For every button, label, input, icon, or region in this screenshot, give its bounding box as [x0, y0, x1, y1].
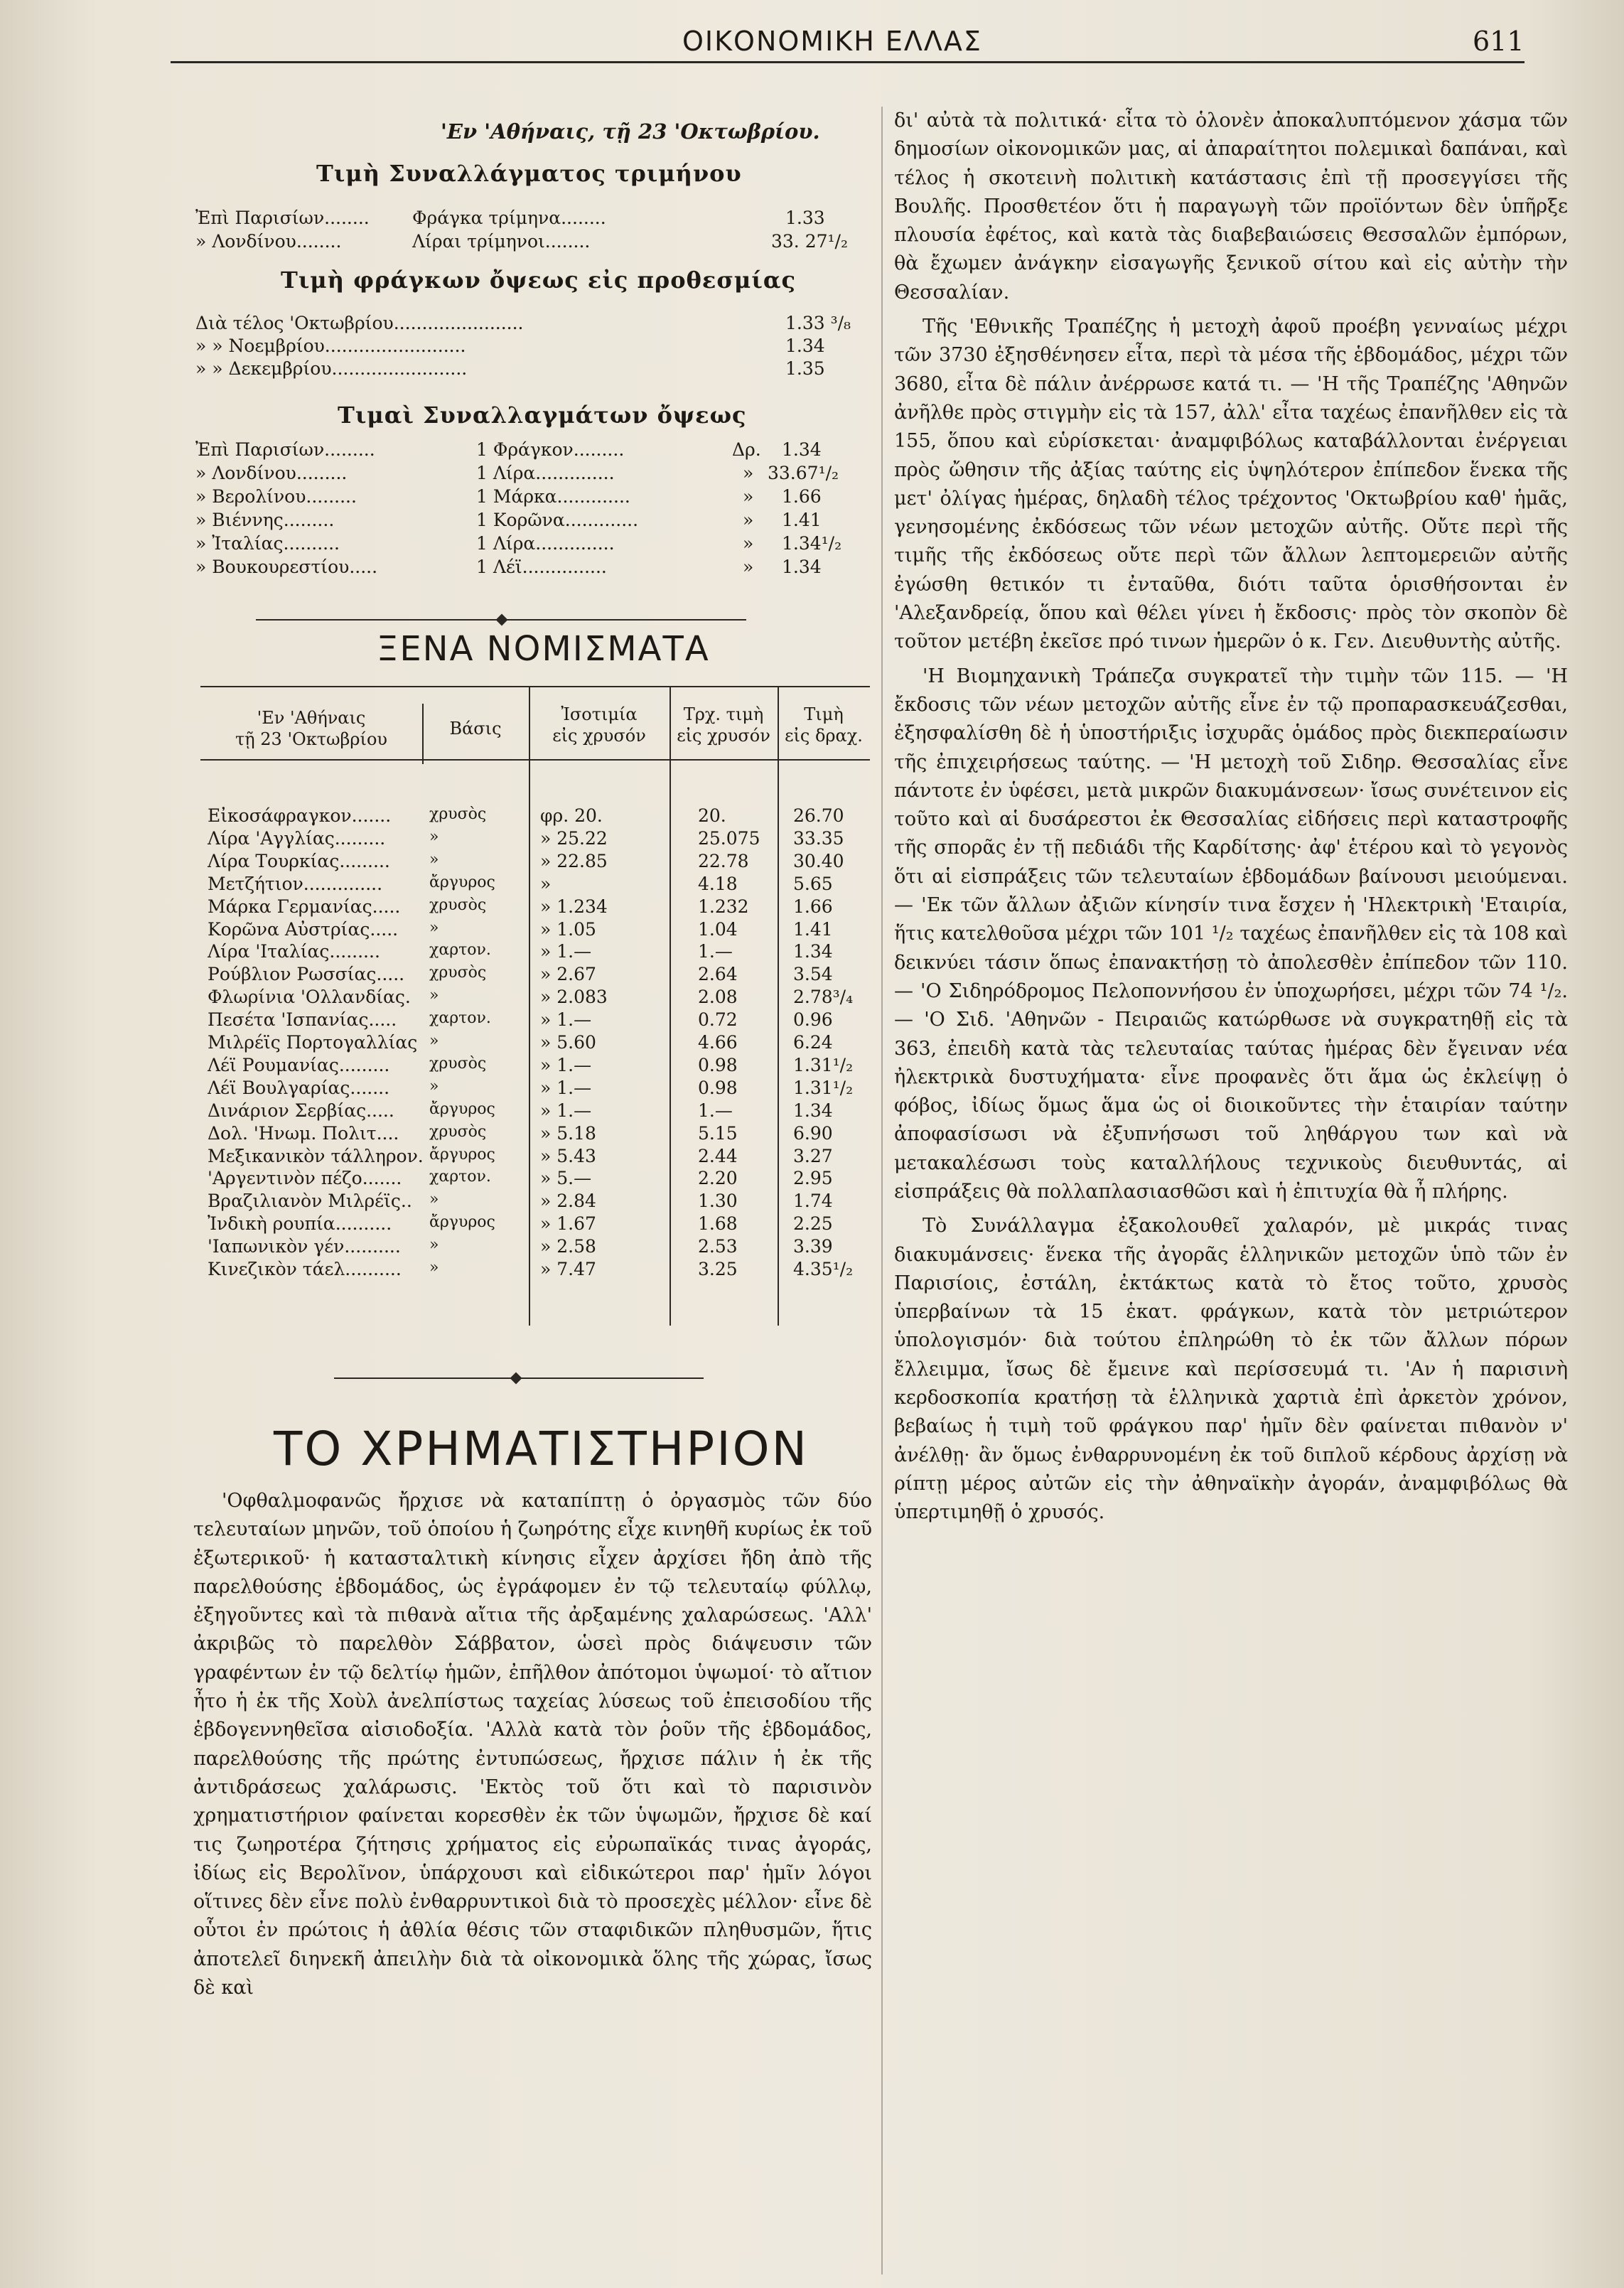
sec3-row-unit: 1 Κορῶνα.............: [476, 510, 639, 530]
currency-parity: » 5.43: [540, 1145, 596, 1166]
currency-price-drachmas: 26.70: [793, 805, 844, 826]
divider-ornament: [496, 614, 508, 626]
currency-price-drachmas: 30.40: [793, 850, 844, 871]
sec3-row-label: » Βερολίνου.........: [195, 486, 357, 507]
currency-parity: » 2.083: [540, 987, 608, 1008]
exchange-article: [193, 1487, 872, 2002]
currency-name: Λίρα 'Ιταλίας.........: [208, 941, 380, 962]
currency-parity: » 1.05: [540, 918, 596, 940]
currency-name: 'Αργεντινὸν πέζο.......: [208, 1168, 402, 1189]
currency-price-drachmas: 3.27: [793, 1145, 833, 1166]
currency-current-price: 5.15: [698, 1122, 738, 1144]
currency-price-drachmas: 4.35¹/₂: [793, 1259, 854, 1279]
currency-current-price: 2.20: [698, 1168, 738, 1189]
exchange-paragraph: 'Οφθαλμοφανῶς ἤρχισε νὰ καταπίπτῃ ὁ ὀργασμὸς τῶν δύο τελευταίων μηνῶν, τοῦ ὁποίου ἡ ζωηρότης εἶχε κινηθῆ κυρίως ἐκ τοῦ ἐξωτερικοῦ· ἡ κατασταλτικὴ κίνησις εἶχεν ἀρχίσει ἤδη ἀπὸ τῆς παρελθούσης ἑβδομάδος, ὡς ἐγράφομεν ἐν τῷ τελευταίῳ φύλλῳ, ἐξηγοῦντες καὶ τὰ πιθανὰ αἴτια τῆς ἀρξαμένης χαλαρώσεως. 'Αλλ' ἀκριβῶς τὸ παρελθὸν Σάββατον, ὡσεὶ πρὸς διάψευσιν τῶν γραφέντων ἐν τῷ δελτίῳ ἡμῶν, ἐπῆλθον ἀπότομοι ὑψωμοί· τὸ αἴτιον ἦτο ἡ ἐκ τῆς Χοὺλ ἀνελπίστως ταχείας λύσεως τοῦ ἐπεισοδίου τῆς ἑβδογεννηθεῖσα αἰσιοδοξία. 'Αλλὰ κατὰ τὸν ῥοῦν τῆς ἑβδομάδος, παρελθούσης τῆς πρώτης ἐντυπώσεως, ἤρχισε πάλιν ἡ ἐκ τῆς ἀντιδράσεως χαλάρωσις. 'Εκτὸς τοῦ ὅτι καὶ τὸ παρισινὸν χρηματιστήριον φαίνεται κορεσθὲν ἐκ τῶν ὑψωμῶν, ἤρχισε δὲ καί τις ζωηροτέρα ζήτησις χρήματος εἰς εὐρωπαϊκάς τινας ἀγοράς, ἰδίως εἰς Βερολῖνον, ὑπάρχουσι καὶ εἰδικώτεροι παρ' ἡμῖν λόγοι οἵτινες δὲν εἶνε πολὺ ἐνθαρρυντικοὶ διὰ τὸ προσεχὲς μέλλον· εἶνε δὲ οὗτοι ἐν πρώτοις ἡ ἀθλία θέσις τῶν σταφιδικῶν πληθυσμῶν, ἥτις ἀποτελεῖ διηνεκῆ ἀπειλὴν διὰ τὰ οἰκονομικὰ ὅλης τῆς χώρας, ἴσως δὲ καὶ: [193, 1490, 872, 1999]
sec3-title: Τιμαὶ Συναλλαγμάτων ὄψεως: [338, 402, 747, 429]
currency-name: Πεσέτα 'Ισπανίας.....: [208, 1009, 397, 1031]
currency-name: Λέϊ Βουλγαρίας.......: [208, 1077, 390, 1098]
sec2-row-label: » » Νοεμβρίου.........................: [195, 335, 466, 356]
currency-basis: χρυσὸς: [429, 1054, 487, 1073]
table-row: [200, 805, 870, 827]
header-parity-line: εἰς χρυσόν: [552, 726, 646, 746]
table-row: [200, 851, 870, 873]
sec3-row-label: Ἐπὶ Παρισίων.........: [195, 439, 375, 460]
currency-current-price: 0.72: [698, 1009, 738, 1031]
currency-price-drachmas: 1.66: [793, 896, 833, 917]
sec1-title: Τιμὴ Συναλλάγματος τριμήνου: [316, 160, 742, 187]
currency-name: Ρούβλιον Ρωσσίας.....: [208, 964, 405, 985]
sec2-row-value: 1.35: [785, 358, 825, 379]
right-column-article: [894, 107, 1568, 1527]
article-paragraph: δι' αὐτὰ τὰ πολιτικά· εἶτα τὸ ὁλονὲν ἀποκαλυπτόμενον χάσμα τῶν δημοσίων οἰκονομικῶν μας, αἱ ἀπαραίτητοι πολεμικαὶ δαπάναι, καὶ τέλος ἡ σκοτεινὴ πολιτικὴ κατάστασις ἐπὶ τῇ προσεγγίσει τῆς Βουλῆς. Προσθετέον ὅτι ἡ παραγωγὴ τῶν προϊόντων δὲν ὑπῆρξε πλουσία ἐφέτος, καὶ κατὰ τὰς διαβεβαιώσεις Θεσσαλῶν ἐμπόρων, θὰ ἔχωμεν ἀνάγκην εἰσαγωγῆς ξενικοῦ σίτου καὶ εἰς αὐτὴν τὴν Θεσσαλίαν.: [894, 109, 1568, 304]
currency-price-drachmas: 1.31¹/₂: [793, 1077, 854, 1098]
table-rule: [200, 686, 870, 687]
currency-price-drachmas: 2.25: [793, 1213, 833, 1235]
header-current-line: Τρχ. τιμὴ: [683, 704, 764, 724]
currency-parity: » 1.—: [540, 1077, 592, 1098]
currency-current-price: 2.53: [698, 1236, 738, 1257]
currency-current-price: 20.: [698, 805, 726, 826]
currency-parity: » 7.47: [540, 1259, 596, 1279]
article-paragraph: Τῆς 'Εθνικῆς Τραπέζης ἡ μετοχὴ ἀφοῦ προέβη γενναίως μέχρι τῶν 3730 ἐξησθένησεν εἶτα, περὶ τὰ μέσα τῆς ἑβδομάδος, μέχρι τῶν 3680, εἶτα δὲ πάλιν ἀνέρρωσε κατά τι. — 'Η τῆς Τραπέζης 'Αθηνῶν ἀνῆλθε πρὸς στιγμὴν εἰς τὰ 157, ἀλλ' εἶτα ταχέως ἐπανῆλθεν εἰς τὰ 155, ὅπου καὶ εὑρίσκεται· ἀναμφιβόλως καταβάλλονται ἐνέργειαι πρὸς ὤθησιν τῆς ἀξίας ταύτης εἰς ὑψηλότερον ἐπίπεδον ἕνεκα τῆς μετ' ὀλίγας ἡμέρας, δηλαδὴ τέλος τρέχοντος 'Οκτωβρίου καθ' ἡμᾶς, γενησομένης ἐκδόσεως τῶν νέων μετοχῶν αὐτῆς. Οὔτε περὶ τῆς τιμῆς τῆς ἐκδόσεως οὔτε περὶ τῶν ἄλλων λεπτομερειῶν αὐτῆς ἐγώσθη θετικόν τι ἐνταῦθα, διότι ταῦτα ὁρισθήσονται ἐν 'Αλεξανδρείᾳ, ὅπου καὶ θέλει γίνει ἡ ἔκδοσις· πρὸς τὸν σκοπὸν δὲ τοῦτον μετέβη ἐκεῖσε πρό τινων ἡμερῶν ὁ κ. Γεν. Διευθυντὴς αὐτῆς.: [894, 316, 1568, 653]
sec3-row-prefix: »: [743, 557, 754, 577]
currency-name: Κορῶνα Αὐστρίας.....: [208, 918, 399, 940]
header-current-price: [670, 704, 778, 746]
header-parity: [529, 704, 670, 746]
currency-price-drachmas: 1.74: [793, 1191, 833, 1212]
currency-basis: »: [429, 1032, 439, 1050]
table-row: [200, 1213, 870, 1235]
currency-current-price: 2.44: [698, 1145, 738, 1166]
table-row: [200, 828, 870, 850]
header-price: [778, 704, 870, 746]
currency-price-drachmas: 3.54: [793, 964, 833, 985]
sec3-row-unit: 1 Λίρα..............: [476, 463, 615, 483]
header-parity-line: Ἰσοτιμία: [561, 704, 638, 724]
currency-basis: ἄργυρος: [429, 1100, 495, 1118]
currency-basis: χρυσὸς: [429, 1122, 487, 1141]
table-rule: [200, 759, 870, 761]
currency-current-price: 1.68: [698, 1213, 738, 1235]
table-row: [200, 1055, 870, 1077]
sec1-row-desc: Λίραι τρίμηνοι........: [412, 231, 591, 252]
currency-name: Μετζήτιον..............: [208, 873, 383, 894]
header-price-line: εἰς δραχ.: [785, 726, 863, 746]
currency-table: [200, 686, 870, 1340]
currency-current-price: 22.78: [698, 850, 749, 871]
currency-basis: χαρτον.: [429, 1009, 491, 1028]
header-price-line: Τιμὴ: [804, 704, 844, 724]
currency-name: Εἰκοσάφραγκον.......: [208, 805, 392, 826]
currency-current-price: 0.98: [698, 1054, 738, 1075]
currency-current-price: 4.18: [698, 873, 738, 894]
currency-parity: » 1.—: [540, 1100, 592, 1121]
sec2-row-label: Διὰ τέλος 'Οκτωβρίου.......................: [195, 313, 524, 333]
foreign-currency-title: ΞΕΝΑ ΝΟΜΙΣΜΑΤΑ: [377, 629, 710, 669]
currency-name: Μεξικανικὸν τάλληρον.: [208, 1145, 424, 1166]
currency-parity: φρ. 20.: [540, 805, 603, 826]
sec1-row-label: » Λονδίνου........: [195, 231, 342, 252]
currency-current-price: 2.08: [698, 987, 738, 1008]
header-basis: Βάσις: [449, 719, 502, 739]
sec3-row-value: 1.34: [782, 557, 822, 577]
currency-price-drachmas: 6.24: [793, 1032, 833, 1053]
divider-ornament: [510, 1373, 522, 1385]
currency-parity: » 1.—: [540, 941, 592, 962]
currency-basis: ἄργυρος: [429, 1213, 495, 1232]
table-row: [200, 1078, 870, 1100]
table-row: [200, 896, 870, 918]
table-row: [200, 1236, 870, 1258]
currency-current-price: 1.—: [698, 1100, 733, 1121]
currency-current-price: 1.30: [698, 1191, 738, 1212]
sec3-row-label: » Λονδίνου.........: [195, 463, 348, 483]
currency-current-price: 1.04: [698, 918, 738, 940]
sec2-row-value: 1.34: [785, 335, 825, 356]
page-number: 611: [1473, 26, 1524, 57]
currency-parity: » 5.60: [540, 1032, 596, 1053]
sec1-row-value: 33. 27¹/₂: [771, 231, 848, 252]
sec3-row-unit: 1 Λέϊ...............: [476, 557, 607, 577]
currency-basis: ἄργυρος: [429, 873, 495, 891]
table-row: [200, 1191, 870, 1213]
currency-current-price: 1.—: [698, 941, 733, 962]
currency-current-price: 3.25: [698, 1259, 738, 1279]
currency-basis: »: [429, 987, 439, 1005]
currency-name: Λίρα 'Αγγλίας.........: [208, 827, 386, 849]
sec3-row-unit: 1 Μάρκα.............: [476, 486, 630, 507]
currency-price-drachmas: 3.39: [793, 1236, 833, 1257]
currency-basis: ἄργυρος: [429, 1145, 495, 1164]
sec1-row-desc: Φράγκα τρίμηνα........: [412, 208, 606, 228]
sec2-row-label: » » Δεκεμβρίου........................: [195, 358, 468, 379]
currency-basis: χρυσὸς: [429, 896, 487, 914]
column-divider: [881, 107, 883, 2274]
currency-basis: »: [429, 1259, 439, 1277]
header-date-line: τῇ 23 'Οκτωβρίου: [235, 729, 387, 749]
currency-basis: »: [429, 1191, 439, 1209]
currency-current-price: 0.98: [698, 1077, 738, 1098]
currency-price-drachmas: 1.41: [793, 918, 833, 940]
article-paragraph: Τὸ Συνάλλαγμα ἐξακολουθεῖ χαλαρόν, μὲ μικράς τινας διακυμάνσεις· ἕνεκα τῆς ἀγορᾶς ἑλληνικῶν μετοχῶν ὑπὸ τῶν ἐν Παρισίοις, ἐστάλη, ἐκτάκτως κατὰ τὸ ἔτος τοῦτο, χρυσὸς ὑπερβαίνων τὰ 15 ἑκατ. φράγκων, κατὰ τὸν μετριώτερον ὑπολογισμόν· διὰ τούτου ἐπληρώθη τὸ ἐκ τῶν ἄλλων πόρων ἔλλειμμα, ἴσως δὲ ἔμεινε καὶ περίσσευμά τι. 'Αν ἡ παρισινὴ κερδοσκοπία κρατήσῃ τὰ ἑλληνικὰ χαρτιὰ ἐπὶ ἀρκετὸν χρόνον, βεβαίως ἡ τιμὴ τοῦ φράγκου παρ' ἡμῖν δὲν φαίνεται πιθανὸν ν' ἀνέλθῃ· ἂν ὅμως ἐνθαρρυνομένη ἐκ τοῦ διπλοῦ κέρδους ἀρχίσῃ νὰ ρίπτῃ μέρος αὐτῶν εἰς τὴν ἀθηναϊκὴν ἀγοράν, ἀναμφιβόλως θὰ ὑπερτιμηθῇ ὁ χρυσός.: [894, 1215, 1568, 1524]
sec3-row-prefix: »: [743, 486, 754, 507]
table-row: [200, 964, 870, 986]
table-row: [200, 1100, 870, 1122]
currency-parity: » 5.18: [540, 1122, 596, 1144]
currency-price-drachmas: 6.90: [793, 1122, 833, 1144]
currency-name: Κινεζικὸν τάελ..........: [208, 1259, 402, 1279]
currency-basis: χαρτον.: [429, 941, 491, 960]
currency-name: Μάρκα Γερμανίας.....: [208, 896, 401, 917]
currency-price-drachmas: 1.34: [793, 1100, 833, 1121]
header-date: [200, 707, 422, 750]
dateline: 'Εν 'Αθήναις, τῇ 23 'Οκτωβρίου.: [441, 119, 820, 144]
currency-current-price: 1.232: [698, 896, 749, 917]
table-row: [200, 1032, 870, 1054]
currency-parity: » 25.22: [540, 827, 608, 849]
table-row: [200, 1123, 870, 1145]
currency-parity: » 1.67: [540, 1213, 596, 1235]
currency-name: Μιλρέϊς Πορτογαλλίας: [208, 1032, 418, 1053]
currency-basis: »: [429, 918, 439, 937]
currency-price-drachmas: 1.34: [793, 941, 833, 962]
article-paragraph: 'Η Βιομηχανικὴ Τράπεζα συγκρατεῖ τὴν τιμὴν τῶν 115. — 'Η ἔκδοσις τῶν νέων μετοχῶν αὐτῆς εἶνε ἐν τῷ προπαρασκευάζεσθαι, ἐξησφαλίσθη δὲ ἡ ὑποστήριξις ἰσχυρᾶς ὁμάδος πρὸς διεκπεραίωσιν τῆς ἐπιχειρήσεως ταύτης. — 'Η μετοχὴ τοῦ Σιδηρ. Θεσσαλίας εἶνε πάντοτε ἐν ὑφέσει, μετὰ μικρῶν διακυμάνσεων· ἴσως συνέτεινον εἰς τοῦτο καὶ αἱ δυσάρεστοι ἐκ Θεσσαλίας εἰδήσεις περὶ καταστροφῆς τῆς σπορᾶς ἐν τῇ πεδιάδι τῆς Καρδίτσης· ἀφ' ἑτέρου καὶ τὸ γεγονὸς ὅτι αἱ εἰσπράξεις τῶν τελευταίων ἑβδομάδων βαίνουσι μειούμεναι.— 'Εκ τῶν ἄλλων ἀξιῶν κίνησίν τινα ἔσχεν ἡ 'Ηλεκτρικὴ 'Εταιρία, ἥτις κατελθοῦσα μέχρι τῶν 101 ¹/₂ ταχέως ἐπανῆλθεν εἰς τὰ 108 καὶ δεικνύει τάσιν ὅπως ἐπανακτήσῃ τὸ ἀπολεσθὲν ἐπίπεδον τῶν 110. — 'Ο Σιδηρόδρομος Πελοποννήσου ἐν ὑποχωρήσει, μέχρι τῶν 74 ¹/₂. — 'Ο Σιδ. 'Αθηνῶν - Πειραιῶς κατώρθωσε νὰ συγκρατηθῇ εἰς τὰ 363, ἐπειδὴ κατὰ τὰς τελευταίας ταύτας ἡμέρας δὲν ἔγειναν νέα ἠλεκτρικὰ δυστυχήματα· εἶνε προφανὲς ὅτι ἅμα ὡς ἐκλείψῃ ὁ φόβος, ἰδίως ὅμως ἅμα ὡς οἱ διοικοῦντες τὴν ἑταιρίαν ταύτην ἀποφασίσωσι νὰ ἐξυπνήσωσι τοῦ ληθάργου των καὶ νὰ μετακαλέσωσι τοὺς καταλλήλους τεχνικοὺς διευθυντάς, αἱ εἰσπράξεις θὰ πολλαπλασιασθῶσι καὶ ἡ ἐπιτυχία θὰ ἦ πλήρης.: [894, 665, 1568, 1203]
currency-parity: » 2.58: [540, 1236, 596, 1257]
currency-basis: χρυσὸς: [429, 964, 487, 982]
table-row: [200, 919, 870, 941]
sec3-row-value: 1.34¹/₂: [782, 533, 842, 554]
currency-parity: » 22.85: [540, 850, 608, 871]
header-date-line: 'Εν 'Αθήναις: [257, 708, 366, 728]
sec3-row-prefix: »: [743, 463, 754, 483]
table-row: [200, 987, 870, 1009]
currency-price-drachmas: 5.65: [793, 873, 833, 894]
sec3-row-unit: 1 Λίρα..............: [476, 533, 615, 554]
currency-price-drachmas: 2.78³/₄: [793, 987, 854, 1008]
table-row: [200, 1146, 870, 1168]
table-row: [200, 941, 870, 963]
currency-parity: » 1.—: [540, 1054, 592, 1075]
currency-price-drachmas: 1.31¹/₂: [793, 1054, 854, 1075]
sec2-title: Τιμὴ φράγκων ὄψεως εἰς προθεσμίας: [281, 267, 796, 294]
table-row: [200, 874, 870, 896]
currency-basis: χαρτον.: [429, 1168, 491, 1186]
sec3-row-unit: 1 Φράγκον.........: [476, 439, 625, 460]
sec2-row-value: 1.33 ³/₈: [785, 313, 851, 333]
sec3-row-prefix: »: [743, 510, 754, 530]
sec3-row-label: » Βιέννης.........: [195, 510, 335, 530]
currency-parity: »: [540, 873, 552, 894]
currency-name: Ἰνδικὴ ρουπία..........: [208, 1213, 392, 1235]
journal-title: ΟΙΚΟΝΟΜΙΚΗ ΕΛΛΑΣ: [682, 26, 982, 57]
currency-current-price: 4.66: [698, 1032, 738, 1053]
currency-price-drachmas: 0.96: [793, 1009, 833, 1031]
table-row: [200, 1009, 870, 1031]
header-rule: [171, 61, 1524, 63]
currency-current-price: 25.075: [698, 827, 760, 849]
currency-basis: »: [429, 1236, 439, 1255]
currency-price-drachmas: 2.95: [793, 1168, 833, 1189]
currency-basis: χρυσὸς: [429, 805, 487, 823]
table-row: [200, 1259, 870, 1281]
currency-parity: » 2.84: [540, 1191, 596, 1212]
currency-parity: » 5.—: [540, 1168, 592, 1189]
currency-name: Δολ. 'Ηνωμ. Πολιτ....: [208, 1122, 399, 1144]
currency-name: 'Ιαπωνικὸν γέν..........: [208, 1236, 401, 1257]
currency-name: Φλωρίνια 'Ολλανδίας.: [208, 987, 411, 1008]
currency-parity: » 2.67: [540, 964, 596, 985]
sec3-row-value: 1.41: [782, 510, 822, 530]
sec1-row-label: Ἐπὶ Παρισίων........: [195, 208, 370, 228]
sec3-row-prefix: Δρ.: [732, 439, 761, 460]
currency-name: Βραζιλιανὸν Μιλρέϊς..: [208, 1191, 412, 1212]
sec3-row-value: 1.66: [782, 486, 822, 507]
header-current-line: εἰς χρυσόν: [677, 726, 770, 746]
exchange-section-title: ΤΟ ΧΡΗΜΑΤΙΣΤΗΡΙΟΝ: [274, 1422, 809, 1476]
sec3-row-value: 1.34: [782, 439, 822, 460]
sec3-row-value: 33.67¹/₂: [768, 463, 839, 483]
currency-current-price: 2.64: [698, 964, 738, 985]
sec3-row-prefix: »: [743, 533, 754, 554]
page-header: [0, 26, 1624, 65]
sec1-row-value: 1.33: [785, 208, 825, 228]
currency-basis: »: [429, 850, 439, 869]
currency-name: Λέϊ Ρουμανίας.........: [208, 1054, 390, 1075]
table-row: [200, 1168, 870, 1190]
currency-basis: »: [429, 827, 439, 846]
sec3-row-label: » Ἰταλίας..........: [195, 533, 340, 554]
currency-name: Λίρα Τουρκίας.........: [208, 850, 390, 871]
currency-basis: »: [429, 1077, 439, 1095]
currency-price-drachmas: 33.35: [793, 827, 844, 849]
currency-parity: » 1.234: [540, 896, 608, 917]
sec3-row-label: » Βουκουρεστίου.....: [195, 557, 378, 577]
currency-parity: » 1.—: [540, 1009, 592, 1031]
currency-name: Δινάριον Σερβίας.....: [208, 1100, 394, 1121]
